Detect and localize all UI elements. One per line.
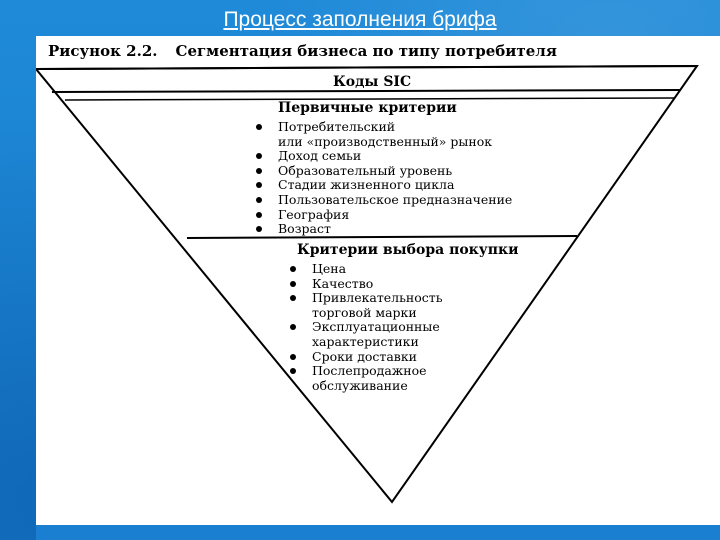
bullet-icon: [290, 324, 296, 330]
bullet-icon: [256, 168, 262, 174]
bullet-icon: [256, 197, 262, 203]
list-item: [288, 364, 443, 393]
bullet-icon: [290, 368, 296, 374]
list-item: [254, 208, 512, 223]
list-item: [254, 120, 512, 149]
list-item: [288, 320, 443, 349]
primary-criteria-list: [254, 120, 512, 237]
primary-criteria-heading: Первичные критерии: [278, 100, 457, 116]
list-item: [288, 291, 443, 320]
slide-title: Процесс заполнения брифа: [223, 8, 497, 31]
bullet-icon: [256, 226, 262, 232]
purchase-criteria-heading: Критерии выбора покупки: [297, 242, 519, 258]
list-item-continuation: или «производственный» рынок: [278, 133, 493, 149]
list-item: [254, 178, 512, 193]
divider-top: [36, 66, 697, 69]
list-item-text: Стадии жизненного цикла: [278, 177, 455, 193]
bullet-icon: [256, 212, 262, 218]
bottom-strip: [36, 525, 720, 540]
bullet-icon: [290, 295, 296, 301]
list-item-text: Пользовательское предназначение: [278, 191, 513, 207]
list-item-text: Послепродажное: [312, 363, 427, 379]
list-item: [288, 350, 443, 365]
list-item-text: Образовательный уровень: [278, 162, 453, 178]
list-item-continuation: торговой марки: [312, 304, 417, 320]
list-item-text: Эксплуатационные: [312, 319, 440, 335]
list-item: [288, 262, 443, 277]
bullet-icon: [290, 354, 296, 360]
list-item: [254, 164, 512, 179]
list-item-text: Качество: [312, 275, 374, 291]
bullet-icon: [256, 124, 262, 130]
list-item-text: Привлекательность: [312, 290, 443, 306]
figure-caption-text: Сегментация бизнеса по типу потребителя: [175, 42, 557, 60]
list-item-text: Сроки доставки: [312, 348, 417, 364]
list-item-continuation: характеристики: [312, 333, 419, 349]
list-item-text: Возраст: [278, 221, 331, 237]
purchase-criteria-list: [288, 262, 443, 393]
list-item: [254, 149, 512, 164]
divider-sic: [52, 90, 680, 92]
figure-panel: [36, 36, 720, 525]
list-item-text: Потребительский: [278, 119, 396, 134]
list-item-text: География: [278, 206, 350, 222]
list-item: [254, 222, 512, 237]
bullet-icon: [256, 182, 262, 188]
bullet-icon: [256, 153, 262, 159]
sic-codes-label: Коды SIC: [333, 74, 412, 90]
figure-caption-number: Рисунок 2.2.: [48, 42, 158, 60]
list-item-text: Доход семьи: [278, 148, 362, 164]
bullet-icon: [290, 266, 296, 272]
list-item: [288, 277, 443, 292]
list-item-continuation: обслуживание: [312, 377, 408, 393]
bullet-icon: [290, 281, 296, 287]
list-item: [254, 193, 512, 208]
list-item-text: Цена: [312, 261, 347, 276]
